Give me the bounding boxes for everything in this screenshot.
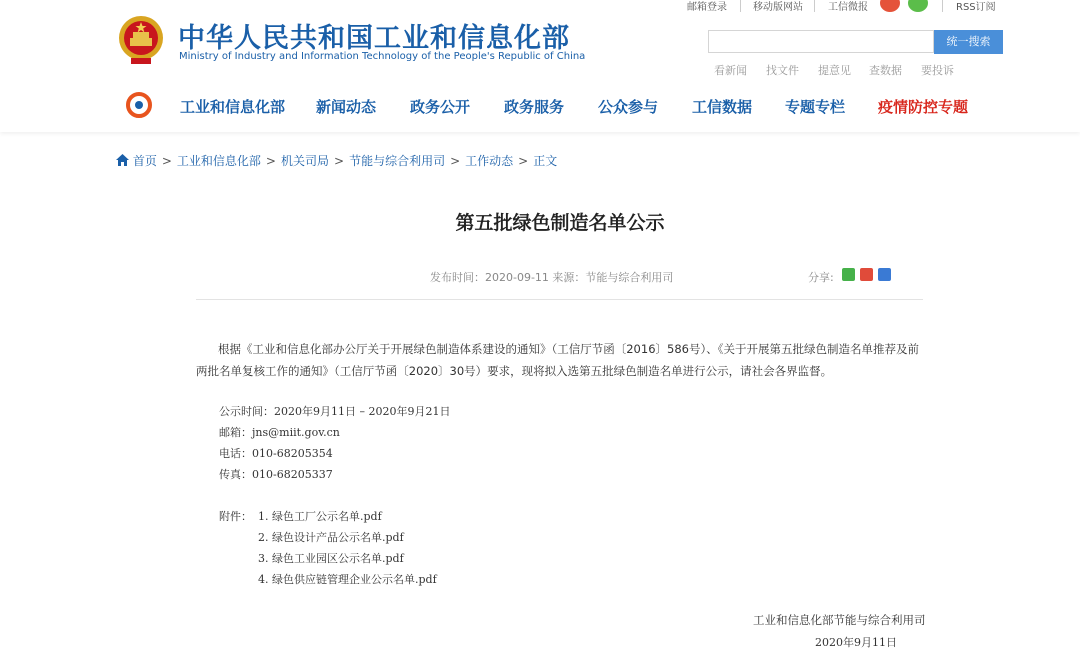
nav-topics[interactable]: 专题专栏 <box>785 98 846 116</box>
quick-link-files[interactable]: 找文件 <box>766 64 799 77</box>
intro-line-2: 两批名单复核工作的通知》（工信厅节函〔2020〕30号）要求，现将拟入选第五批绿色制造名单进行公示，请社会各界监督。 <box>196 364 833 378</box>
site-subtitle: Ministry of Industry and Information Technology of the People's Republic of China <box>179 51 586 62</box>
attachment-link[interactable]: 3. 绿色工业园区公示名单.pdf <box>258 552 404 565</box>
signature-org: 工业和信息化部节能与综合利用司 <box>753 613 926 627</box>
divider <box>942 0 943 12</box>
breadcrumb-miit[interactable]: 工业和信息化部 <box>176 154 261 168</box>
contact-email: 邮箱：jns@miit.gov.cn <box>219 426 340 439</box>
breadcrumb-separator: > <box>334 154 345 168</box>
notice-period: 公示时间：2020年9月11日 – 2020年9月21日 <box>219 405 451 418</box>
weibo-share-icon[interactable] <box>860 268 873 281</box>
attachment-link[interactable]: 1. 绿色工厂公示名单.pdf <box>258 510 382 523</box>
nav-logo-icon <box>126 92 152 118</box>
search-input[interactable] <box>708 30 934 53</box>
attachment-link[interactable]: 4. 绿色供应链管理企业公示名单.pdf <box>258 573 437 586</box>
breadcrumb-current: 正文 <box>533 154 558 168</box>
nav-news[interactable]: 新闻动态 <box>316 98 377 116</box>
site-header <box>0 0 1080 132</box>
wechat-icon[interactable] <box>908 0 928 12</box>
intro-line-1: 根据《工业和信息化部办公厅关于开展绿色制造体系建设的通知》（工信厅节函〔2016〕586号）、《关于开展第五批绿色制造名单推荐及前 <box>218 342 919 356</box>
nav-epidemic[interactable]: 疫情防控专题 <box>878 98 969 116</box>
nav-miit[interactable]: 工业和信息化部 <box>180 98 286 116</box>
weibo-icon[interactable] <box>880 0 900 12</box>
quick-link-data[interactable]: 查数据 <box>869 64 902 77</box>
rss-link[interactable]: RSS订阅 <box>956 2 996 13</box>
contact-fax: 传真：010-68205337 <box>219 468 333 481</box>
contact-phone: 电话：010-68205354 <box>219 447 333 460</box>
breadcrumb-energy-dept[interactable]: 节能与综合利用司 <box>349 154 446 168</box>
article-intro <box>196 338 923 360</box>
mail-login-link[interactable]: 邮箱登录 <box>687 2 727 13</box>
wechat-news-link[interactable]: 工信微报 <box>828 2 868 13</box>
breadcrumb-separator: > <box>161 154 172 168</box>
breadcrumb-work-news[interactable]: 工作动态 <box>465 154 514 168</box>
divider <box>814 0 815 12</box>
signature-date: 2020年9月11日 <box>815 636 897 649</box>
breadcrumb <box>116 152 557 169</box>
article-title: 第五批绿色制造名单公示 <box>455 212 665 234</box>
nav-data[interactable]: 工信数据 <box>692 98 753 116</box>
quick-link-complaint[interactable]: 要投诉 <box>921 64 954 77</box>
share-label: 分享: <box>808 271 834 284</box>
home-icon[interactable] <box>116 154 129 166</box>
wechat-share-icon[interactable] <box>842 268 855 281</box>
site-title[interactable]: 中华人民共和国工业和信息化部 <box>178 23 570 54</box>
divider <box>196 299 923 300</box>
nav-public[interactable]: 公众参与 <box>598 98 659 116</box>
national-emblem-icon <box>116 14 166 66</box>
article-meta: 发布时间：2020-09-11 来源：节能与综合利用司 <box>430 271 674 284</box>
quick-link-news[interactable]: 看新闻 <box>714 64 747 77</box>
quick-link-feedback[interactable]: 提意见 <box>818 64 851 77</box>
attachments-label: 附件： <box>219 510 252 523</box>
breadcrumb-separator: > <box>450 154 461 168</box>
nav-gov-service[interactable]: 政务服务 <box>504 98 565 116</box>
breadcrumb-departments[interactable]: 机关司局 <box>280 154 329 168</box>
qq-share-icon[interactable] <box>878 268 891 281</box>
attachment-link[interactable]: 2. 绿色设计产品公示名单.pdf <box>258 531 404 544</box>
divider <box>740 0 741 12</box>
breadcrumb-separator: > <box>518 154 529 168</box>
breadcrumb-home[interactable]: 首页 <box>132 154 157 168</box>
mobile-site-link[interactable]: 移动版网站 <box>753 2 803 13</box>
breadcrumb-separator: > <box>265 154 276 168</box>
search-button[interactable]: 统一搜索 <box>934 30 1003 54</box>
nav-gov-info[interactable]: 政务公开 <box>410 98 471 116</box>
